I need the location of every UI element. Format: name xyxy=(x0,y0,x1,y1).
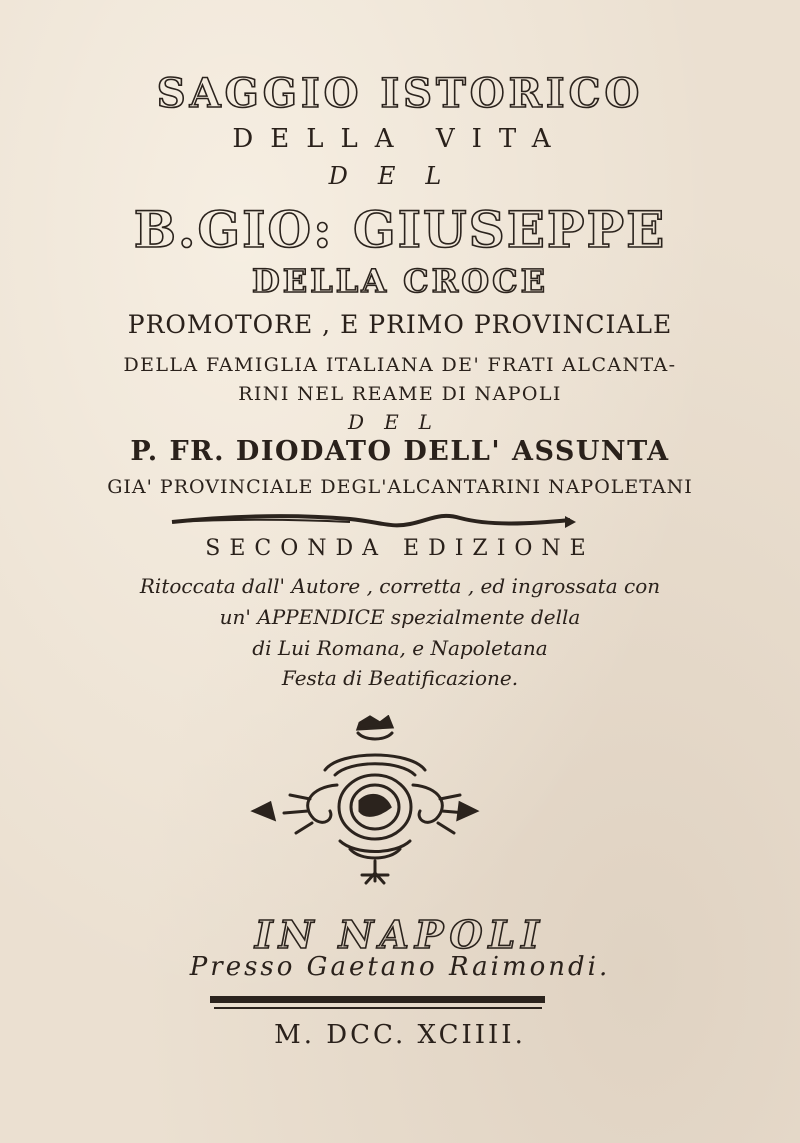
edition-note-line-2: un' APPENDICE spezialmente della xyxy=(219,605,581,629)
edition-note-line-3: di Lui Romana, e Napoletana xyxy=(252,636,548,660)
printers-device-icon xyxy=(240,715,490,890)
title-line-3: DEL xyxy=(328,162,472,190)
subject-name: B.GIO: GIUSEPPE xyxy=(133,200,667,259)
author-preposition: DEL xyxy=(348,410,452,434)
edition-heading: SECONDA EDIZIONE xyxy=(205,536,595,561)
author-title: GIA' PROVINCIALE DEGL'ALCANTARINI NAPOLETANI xyxy=(107,476,693,498)
title-line-2: DELLA VITA xyxy=(232,124,568,154)
imprint-place: IN NAPOLI xyxy=(254,912,546,957)
imprint-double-rule xyxy=(210,994,545,1016)
subject-surname: DELLA CROCE xyxy=(252,262,548,300)
edition-note-line-1: Ritoccata dall' Autore , corretta , ed ingrossata con xyxy=(139,574,661,598)
wavy-rule-divider xyxy=(170,510,580,532)
imprint-printer: Presso Gaetano Raimondi. xyxy=(189,952,611,982)
subject-family-line-2: RINI NEL REAME DI NAPOLI xyxy=(238,383,562,405)
imprint-year: M. DCC. XCIIII. xyxy=(274,1020,526,1050)
subject-role-line: PROMOTORE , E PRIMO PROVINCIALE xyxy=(127,310,673,339)
author-name: P. FR. DIODATO DELL' ASSUNTA xyxy=(130,436,670,467)
edition-note-line-4: Festa di Beatificazione. xyxy=(281,666,519,690)
title-line-1: SAGGIO ISTORICO xyxy=(156,70,644,117)
subject-family-line-1: DELLA FAMIGLIA ITALIANA DE' FRATI ALCANTA- xyxy=(123,354,677,376)
